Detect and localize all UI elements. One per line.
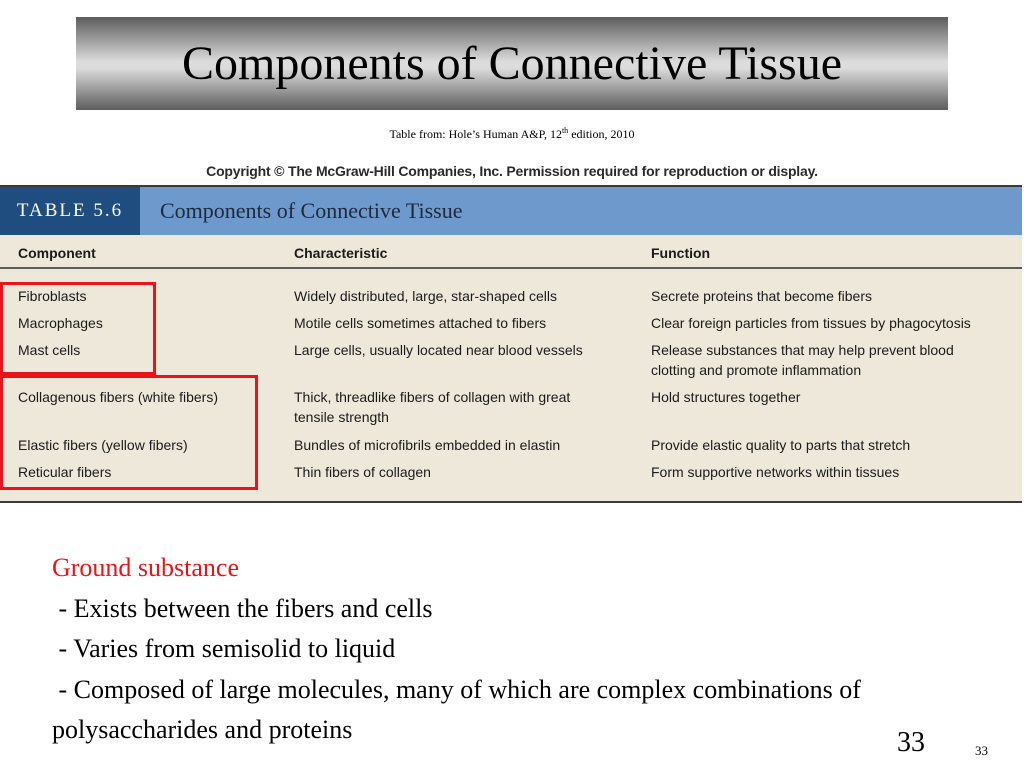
cell-characteristic: Large cells, usually located near blood vessels — [294, 342, 583, 358]
column-header-characteristic: Characteristic — [294, 245, 388, 261]
cell-characteristic: Bundles of microfibrils embedded in elastin — [294, 437, 561, 453]
slide-number: 33 — [897, 727, 925, 758]
table-title-bar — [0, 187, 1022, 235]
table-number-label: TABLE 5.6 — [0, 187, 140, 235]
column-header-function: Function — [651, 245, 711, 261]
cell-function: Hold structures together — [651, 389, 801, 405]
ground-substance-point: - Varies from semisolid to liquid — [52, 634, 396, 663]
table-header-row — [0, 237, 1022, 269]
source-citation — [0, 126, 1024, 142]
slide-title: Components of Connective Tissue — [181, 37, 843, 90]
cell-characteristic: Thick, threadlike fibers of collagen with great tensile strength — [294, 389, 571, 425]
cell-characteristic: Thin fibers of collagen — [294, 464, 431, 480]
components-table — [0, 185, 1022, 503]
cell-function: Provide elastic quality to parts that stretch — [651, 437, 911, 453]
cell-characteristic: Widely distributed, large, star-shaped cells — [294, 288, 558, 304]
cell-function: Release substances that may help prevent blood clotting and promote inflammation — [651, 342, 954, 378]
cell-component: Macrophages — [18, 315, 103, 331]
source-suffix: edition, 2010 — [568, 127, 635, 141]
page-number: 33 — [975, 743, 988, 758]
copyright-notice: Copyright © The McGraw-Hill Companies, Inc. Permission required for reproduction or display. — [206, 163, 818, 179]
cell-component: Collagenous fibers (white fibers) — [18, 389, 218, 405]
ground-substance-heading: Ground substance — [52, 553, 240, 582]
fibers-highlight-box — [0, 375, 258, 490]
cell-characteristic: Motile cells sometimes attached to fibers — [294, 315, 547, 331]
cell-component: Reticular fibers — [18, 464, 112, 480]
source-prefix: Table from: Hole’s Human A&P, 12 — [389, 127, 562, 141]
source-superscript: th — [561, 126, 569, 135]
cells-highlight-box — [0, 282, 156, 375]
cell-function: Form supportive networks within tissues — [651, 464, 900, 480]
ground-substance-notes — [52, 548, 932, 751]
cell-component: Mast cells — [18, 342, 81, 358]
cell-function: Clear foreign particles from tissues by phagocytosis — [651, 315, 971, 331]
title-bar — [76, 17, 948, 110]
cell-function: Secrete proteins that become fibers — [651, 288, 873, 304]
cell-component: Fibroblasts — [18, 288, 87, 304]
column-header-component: Component — [18, 245, 96, 261]
ground-substance-point: - Composed of large molecules, many of which are complex combinations of polysaccharides and proteins — [52, 674, 868, 744]
ground-substance-point: - Exists between the fibers and cells — [52, 593, 433, 623]
table-title: Components of Connective Tissue — [160, 198, 463, 223]
cell-component: Elastic fibers (yellow fibers) — [18, 437, 188, 453]
